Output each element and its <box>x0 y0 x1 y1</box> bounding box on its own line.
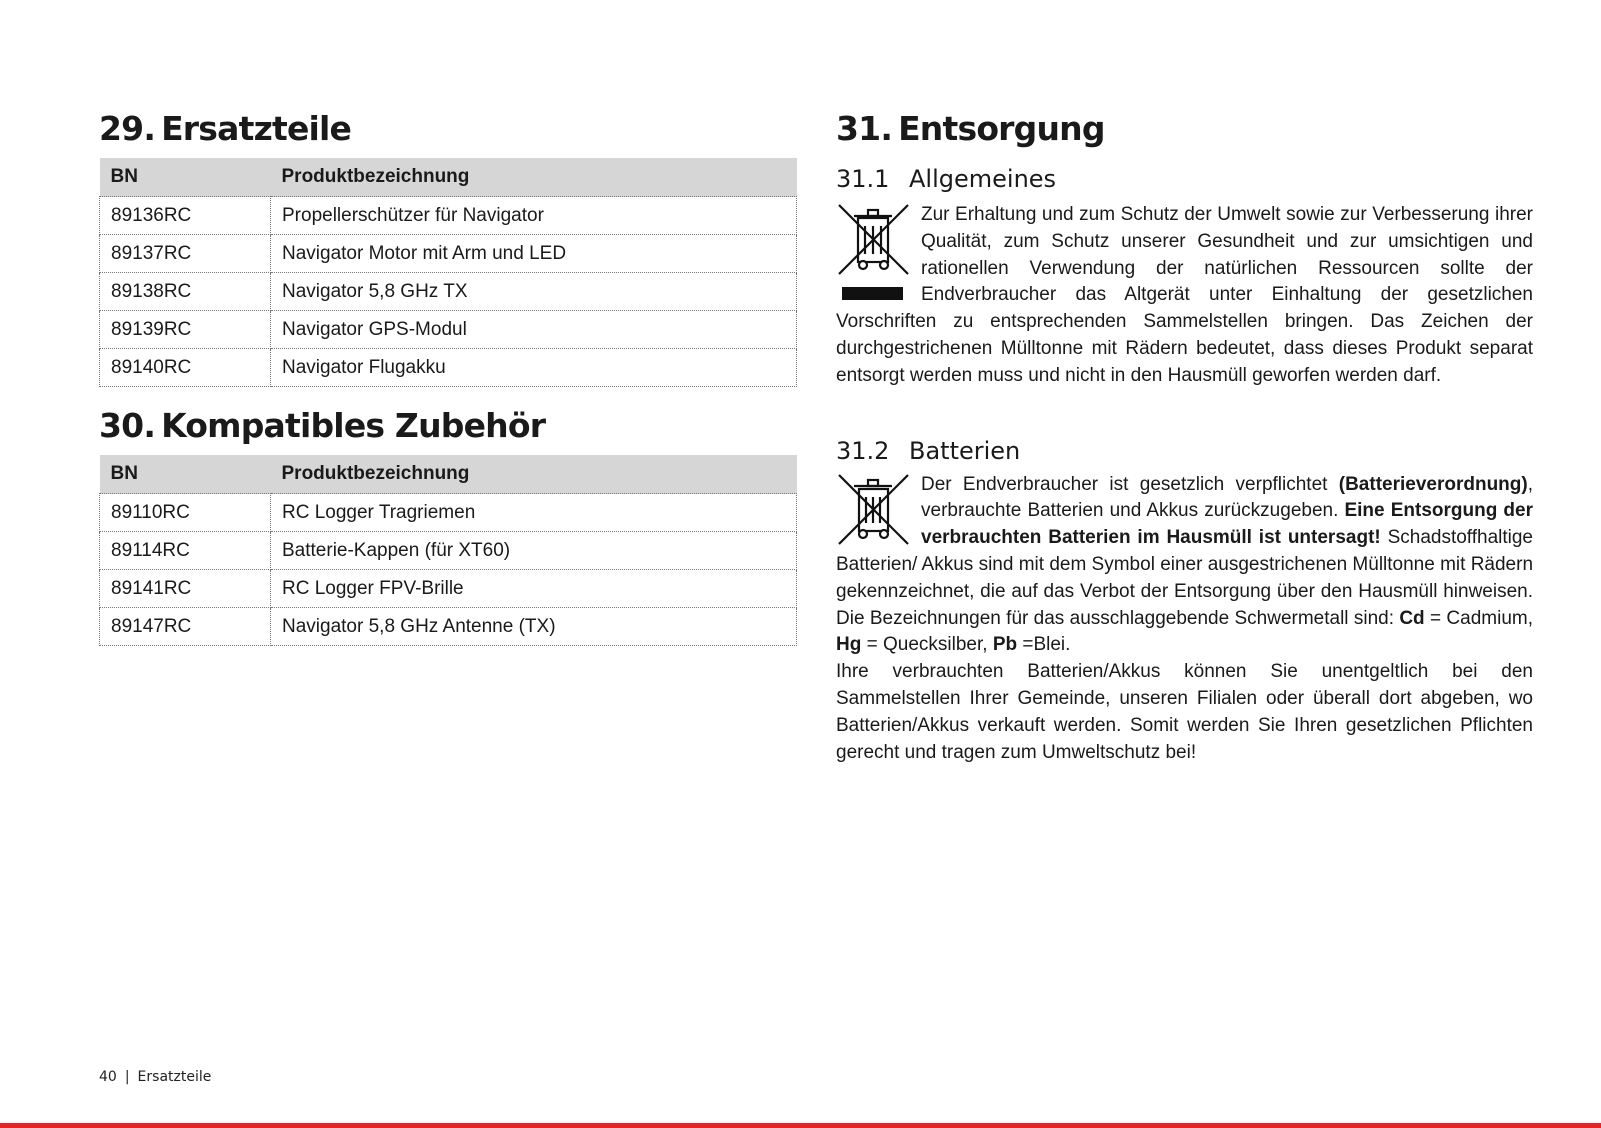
disposal-general-block <box>836 202 1533 390</box>
column-header-bn: BN <box>100 455 271 494</box>
crossed-out-wheelie-bin-icon <box>836 202 921 308</box>
pb-symbol: Pb <box>992 634 1018 656</box>
hg-symbol: Hg <box>836 634 862 656</box>
bottom-accent-line <box>0 1123 1601 1128</box>
subsection-31-1-heading <box>836 164 1533 194</box>
cell-product: Navigator GPS-Modul <box>271 311 797 349</box>
section-30-heading <box>99 405 797 447</box>
battery-return-text: Ihre verbrauchten Batterien/Akkus können Sie unentgeltlich bei den Sammelstellen Ihrer Gemeinde, unseren Filialen oder überall dort abgeben, wo Batterien/Akkus verkauft werden. Somit werden Sie Ihren gesetzlichen Pflichten gerecht und tragen zum Umweltschutz bei! <box>836 661 1533 763</box>
page-footer <box>99 1069 211 1085</box>
table-row <box>100 197 797 235</box>
subsection-31-1-title: Allgemeines <box>909 165 1057 193</box>
subsection-31-2-number: 31.2 <box>836 436 890 465</box>
cell-bn: 89138RC <box>100 273 271 311</box>
table-row <box>100 349 797 387</box>
battery-text-part-c: , verbrauchte Batterien und Akkus zurückzugeben. <box>921 473 1533 522</box>
footer-chapter-label: Ersatzteile <box>137 1069 212 1085</box>
cell-bn: 89140RC <box>100 349 271 387</box>
cell-bn: 89110RC <box>100 494 271 532</box>
cell-bn: 89147RC <box>100 608 271 646</box>
section-31-heading <box>836 108 1533 150</box>
table-row <box>100 608 797 646</box>
cell-product: Navigator 5,8 GHz TX <box>271 273 797 311</box>
cell-product: RC Logger Tragriemen <box>271 494 797 532</box>
cd-meaning: = Cadmium, <box>1424 607 1533 629</box>
battery-disposal-text <box>836 472 1533 660</box>
battery-text-part-e: Schadstoffhaltige Batterien/ Akkus sind mit dem Symbol einer ausgestrichenen Mülltonne mit Rädern gekennzeichnet, die auf das Verbot der Entsorgung über den Hausmüll hinweisen. Die Bezeichnungen für das ausschlaggebende Schwermetall sind: <box>836 527 1534 629</box>
cell-product: Batterie-Kappen (für XT60) <box>271 532 797 570</box>
cell-product: Propellerschützer für Navigator <box>271 197 797 235</box>
table-row <box>100 273 797 311</box>
cd-symbol: Cd <box>1399 607 1425 629</box>
cell-bn: 89114RC <box>100 532 271 570</box>
table-header-row <box>100 158 797 197</box>
column-header-product: Produktbezeichnung <box>271 158 797 197</box>
column-header-product: Produktbezeichnung <box>271 455 797 494</box>
battery-disposal-block <box>836 472 1533 767</box>
table-row <box>100 494 797 532</box>
cell-product: Navigator 5,8 GHz Antenne (TX) <box>271 608 797 646</box>
subsection-31-2-title: Batterien <box>909 436 1021 465</box>
section-29-title: Ersatzteile <box>161 109 352 148</box>
page-number: 40 <box>99 1069 117 1085</box>
column-header-bn: BN <box>100 158 271 197</box>
battery-regulation-bold: (Batterieverordnung) <box>1338 473 1528 495</box>
section-29-number: 29. <box>99 109 156 148</box>
spare-parts-table <box>99 158 797 387</box>
table-row <box>100 311 797 349</box>
left-column <box>99 108 797 646</box>
section-30-title: Kompatibles Zubehör <box>161 406 546 445</box>
table-row <box>100 235 797 273</box>
cell-product: RC Logger FPV-Brille <box>271 570 797 608</box>
pb-meaning: =Blei. <box>1017 634 1071 656</box>
crossed-out-battery-bin-icon <box>836 472 921 552</box>
household-waste-prohibited-bold: Eine Entsorgung der verbrauchten Batterien im Hausmüll ist untersagt! <box>921 500 1533 549</box>
footer-separator: | <box>124 1069 130 1085</box>
table-header-row <box>100 455 797 494</box>
subsection-31-2-heading <box>836 436 1533 466</box>
cell-bn: 89137RC <box>100 235 271 273</box>
cell-bn: 89139RC <box>100 311 271 349</box>
hg-meaning: = Quecksilber, <box>861 634 993 656</box>
section-30-number: 30. <box>99 406 156 445</box>
cell-bn: 89141RC <box>100 570 271 608</box>
right-column <box>836 108 1533 766</box>
battery-text-part-a: Der Endverbraucher ist gesetzlich verpflichtet <box>921 473 1339 495</box>
cell-product: Navigator Motor mit Arm und LED <box>271 235 797 273</box>
accessories-table <box>99 455 797 646</box>
table-row <box>100 570 797 608</box>
section-31-number: 31. <box>836 109 893 148</box>
cell-product: Navigator Flugakku <box>271 349 797 387</box>
section-31-title: Entsorgung <box>898 109 1105 148</box>
table-row <box>100 532 797 570</box>
subsection-31-1-number: 31.1 <box>836 165 890 193</box>
cell-bn: 89136RC <box>100 197 271 235</box>
disposal-general-text: Zur Erhaltung und zum Schutz der Umwelt sowie zur Verbesserung ihrer Qualität, zum Schutz unserer Gesundheit und zur umsichtigen und rationellen Verwendung der natürlichen Ressourcen sollte der Endverbraucher das Altgerät unter Einhaltung der gesetzlichen Vorschriften zu entsprechenden Sammelstellen bringen. Das Zeichen der durchgestrichenen Mülltonne mit Rädern bedeutet, dass dieses Produkt separat entsorgt werden muss und nicht in den Hausmüll geworfen werden darf. <box>836 204 1533 386</box>
section-29-heading <box>99 108 797 150</box>
